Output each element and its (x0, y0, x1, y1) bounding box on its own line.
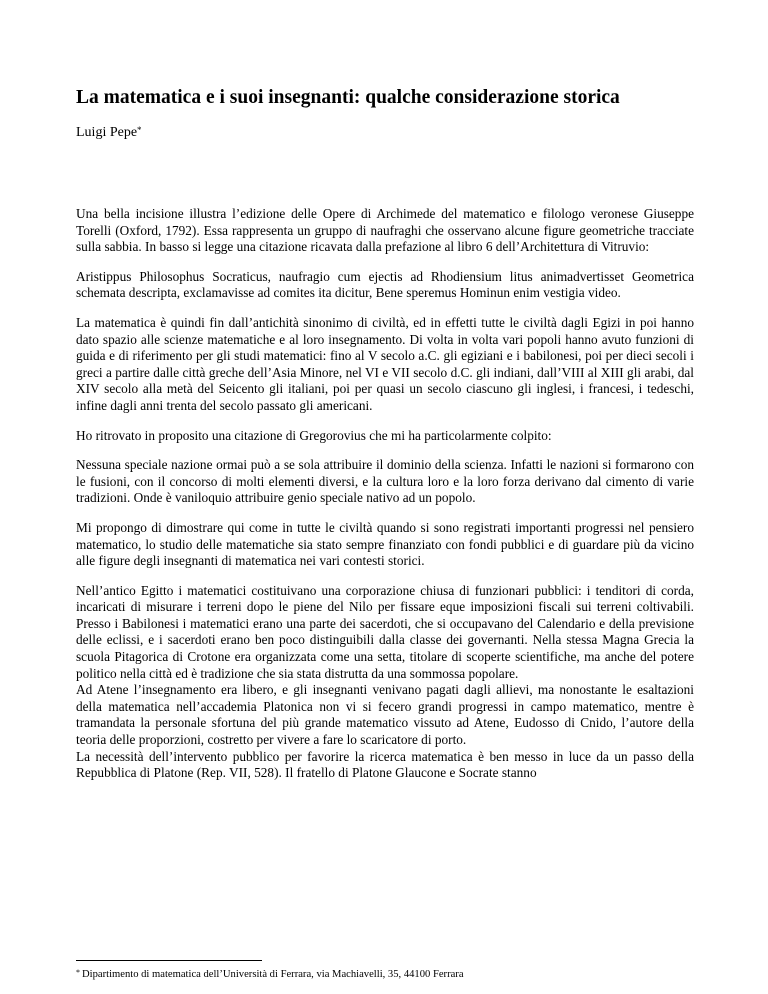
paragraph-purpose: Mi propongo di dimostrare qui come in tutte le civiltà quando si sono registrati importanti progressi nel pensiero matematico, lo studio delle matematiche sia stato sempre finanziato con fondi pubblici e di guardare più da vicino alle figure degli insegnanti di matematica nei vari contesti storici. (76, 519, 694, 569)
paragraph-intro: Una bella incisione illustra l’edizione delle Opere di Archimede del matematico e filologo veronese Giuseppe Torelli (Oxford, 1792). Essa rappresenta un gruppo di naufraghi che osservano alcune figure geometriche tracciate sulla sabbia. In basso si legge una citazione ricavata dalla prefazione al libro 6 dell’Architettura di Vitruvio: (76, 206, 694, 255)
paragraph-gregorovius-intro: Ho ritrovato in proposito una citazione di Gregorovius che mi ha particolarmente colpito: (76, 427, 552, 443)
footnote (76, 968, 464, 981)
paragraph-republic: La necessità dell’intervento pubblico per favorire la ricerca matematica è ben messo in luce da un passo della Repubblica di Platone (Rep. VII, 528). Il fratello di Platone Glaucone e Socrate stanno (76, 748, 694, 781)
paragraph-civilization: La matematica è quindi fin dall’antichità sinonimo di civiltà, ed in effetti tutte le civiltà dagli Egizi in poi hanno dato spazio alle scienze matematiche e al loro insegnamento. Di volta in volta vari popoli hanno avuto funzioni di guida e di riferimento per gli studi matematici: fino al V secolo a.C. gli egiziani e i babilonesi, poi per dieci secoli i greci a partire dalle città greche dell’Asia Minore, nel VI e VII secolo d.C. gli indiani, dall’VIII al XIII gli arabi, dal XIV secolo alla metà del Seicento gli italiani, poi per quasi un secolo ciascuno gli inglesi, i francesi, i tedeschi, infine dagli anni trenta del secolo passato gli americani. (76, 314, 694, 413)
paper-title: La matematica e i suoi insegnanti: qualche considerazione storica (76, 87, 620, 108)
body-text (76, 206, 694, 782)
paragraph-egypt: Nell’antico Egitto i matematici costituivano una corporazione chiusa di funzionari pubblici: i tenditori di corda, incaricati di misurare i terreni dopo le piene del Nilo per fissare eque imposizioni fiscali sui terreni coltivabili. Presso i Babilonesi i matematici erano una parte dei sacerdoti, che si occupavano del Calendario e della previsione delle eclissi, e i sacerdoti erano ben poco distinguibili dalla classe dei governanti. Nella stessa Magna Grecia la scuola Pitagorica di Crotone era organizzata come una setta, titolare di scoperte scientifiche, ma anche del potere politico nella città ed è tradizione che sia stata distrutta da una sommossa popolare. (76, 582, 694, 681)
author-line (76, 124, 142, 142)
paragraph-latin-quote: Aristippus Philosophus Socraticus, naufragio cum ejectis ad Rhodiensium litus animadvertisset Geometrica schemata descripta, exclamavisse ad comites ita dicitur, Bene speremus Hominun enim vestigia video. (76, 268, 694, 301)
author-footnote-marker: * (137, 125, 142, 135)
footnote-text: Dipartimento di matematica dell’Università di Ferrara, via Machiavelli, 35, 44100 Ferrara (82, 969, 464, 980)
author-name: Luigi Pepe (76, 125, 138, 140)
footnote-marker: * (76, 968, 80, 977)
paragraph-gregorovius-quote: Nessuna speciale nazione ormai può a se sola attribuire il dominio della scienza. Infatti le nazioni si formarono con le fusioni, con il concorso di molti elementi diversi, e la cultura loro e la loro forza derivano dal cimento di varie tradizioni. Onde è vaniloquio attribuire genio speciale nativo ad un popolo. (76, 457, 694, 506)
footnote-separator (76, 960, 262, 961)
paragraph-athens: Ad Atene l’insegnamento era libero, e gli insegnanti venivano pagati dagli allievi, ma nonostante le esaltazioni della matematica nell’accademia Platonica non vi si fecero grandi progressi in campo matematico, mentre è tramandata la personale sfortuna del più grande matematico vissuto ad Atene, Eudosso di Cnido, l’autore della teoria delle proporzioni, costretto per vivere a fare lo scaricatore di porto. (76, 682, 694, 748)
